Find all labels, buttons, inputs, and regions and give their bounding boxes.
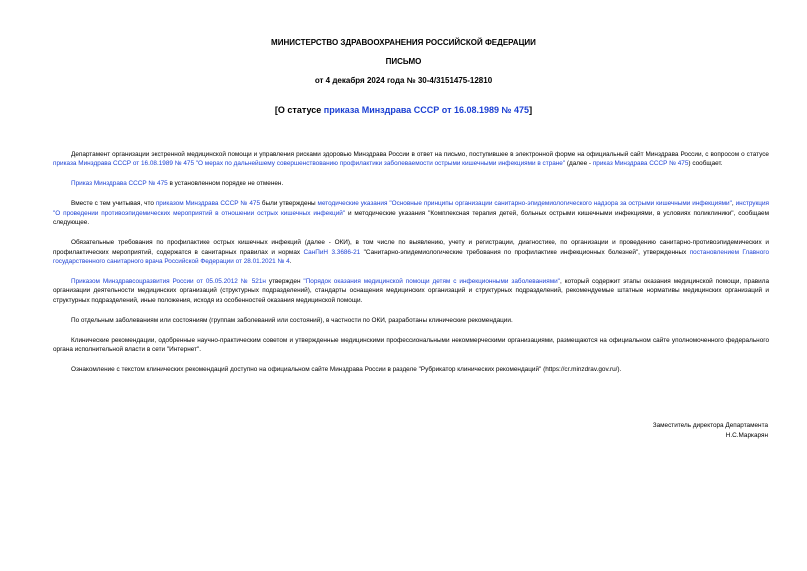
text: Вместе с тем учитывая, что xyxy=(71,200,156,208)
text: ) сообщает. xyxy=(688,160,723,168)
text: Департамент организации экстренной медицинской помощи и управления рисками здоровью Минздрава России в ответ на письмо, поступившее в электронной форме на официальный сайт Минздрава России, с вопросом о статусе xyxy=(71,151,769,158)
methodical-guidelines-link[interactable]: методические указания "Основные принципы организации санитарно-эпидемиологического надзора за острыми кишечными инфекциями" xyxy=(317,200,732,208)
date-number: от 4 декабря 2024 года № 30-4/3151475-12810 xyxy=(314,76,493,85)
procedure-link[interactable]: "Порядок оказания медицинской помощи детям с инфекционными заболеваниями" xyxy=(303,278,560,286)
text: и методические указания "Комплексная терапия детей, больных острыми кишечными инфекциями, в условиях поликлиники", сообщаем следующее. xyxy=(53,209,769,227)
text: (далее - xyxy=(565,160,593,168)
paragraph-7: Клинические рекомендации, одобренные научно-практическим советом и утвержденные медицинскими профессиональными некоммерческими организациями, размещаются на официальном сайте уполномоченного федерального органа исполнительной власти в сети "Интернет". xyxy=(53,336,769,354)
text: "Санитарно-эпидемиологические требования по профилактике инфекционных болезней", утвержденных xyxy=(360,248,690,256)
document-subject xyxy=(0,104,807,116)
order-475-link[interactable]: приказом Минздрава СССР № 475 xyxy=(155,200,260,208)
order-475-full-link[interactable]: приказа Минздрава СССР от 16.08.1989 № 475 "О мерах по дальнейшему совершенствованию профилактики заболеваемости острыми кишечными инфекциями в стране" xyxy=(53,160,566,168)
text: были утверждены xyxy=(260,200,318,208)
resolution-link[interactable]: постановлением Главного государственного санитарного врача Российской Федерации от 28.01.2021 № 4 xyxy=(53,248,770,266)
order-475-short-link[interactable]: приказ Минздрава СССР № 475 xyxy=(592,160,689,168)
signature-block xyxy=(653,421,768,441)
order-475-link[interactable]: Приказ Минздрава СССР № 475 xyxy=(71,180,168,188)
subject-suffix: ] xyxy=(529,105,533,115)
letter-body xyxy=(53,150,769,385)
order-521n-link[interactable]: Приказом Минздравсоцразвития России от 05.05.2012 № 521н xyxy=(71,278,266,286)
paragraph-2 xyxy=(53,179,769,188)
paragraph-6: По отдельным заболеваниям или состояниям (группам заболеваний или состояний), в частности по ОКИ, разработаны клинические рекомендации. xyxy=(71,316,513,324)
text: утвержден xyxy=(265,278,304,286)
text: . xyxy=(289,258,292,266)
paragraph-5 xyxy=(53,277,769,305)
paragraph-1 xyxy=(53,150,769,169)
signatory-name: Н.С.Маркарян xyxy=(725,432,768,439)
paragraph-3 xyxy=(53,199,769,227)
subject-link[interactable]: приказа Минздрава СССР от 16.08.1989 № 475 xyxy=(323,105,530,115)
subject-prefix: [О статусе xyxy=(274,105,324,115)
text: , который содержит этапы оказания медицинской помощи, правила организации деятельности медицинских организаций (структурных подразделений), стандарты оснащения медицинских организаций и структурных подразделений, рекомендуемые штатные нормативы медицинских организаций и структурных подразделений, иные положения, исходя из особенностей оказания медицинской помощи. xyxy=(53,278,769,304)
ministry-heading: МИНИСТЕРСТВО ЗДРАВООХРАНЕНИЯ РОССИЙСКОЙ ФЕДЕРАЦИИ xyxy=(271,38,536,47)
document-type: ПИСЬМО xyxy=(385,57,422,66)
paragraph-8: Ознакомление с текстом клинических рекомендаций доступно на официальном сайте Минздрава России в разделе "Рубрикатор клинических рекомендаций" (https://cr.minzdrav.gov.ru/). xyxy=(71,366,622,374)
sanpin-link[interactable]: СанПиН 3.3686-21 xyxy=(303,248,361,256)
text: в установленном порядке не отменен. xyxy=(167,180,284,188)
instruction-link[interactable]: инструкция "О проведении противоэпидемических мероприятий в отношении острых кишечных инфекций" xyxy=(53,200,769,217)
text: Обязательные требования по профилактике острых кишечных инфекций (далее - ОКИ), в том числе по выявлению, учету и регистрации, диагностике, по организации и проведению санитарно-противоэпидемических и профилактических мероприятий, содержатся в санитарных правилах и нормах xyxy=(53,239,769,256)
signatory-position: Заместитель директора Департамента xyxy=(652,422,768,429)
paragraph-4 xyxy=(53,238,769,266)
text: , xyxy=(731,200,736,208)
